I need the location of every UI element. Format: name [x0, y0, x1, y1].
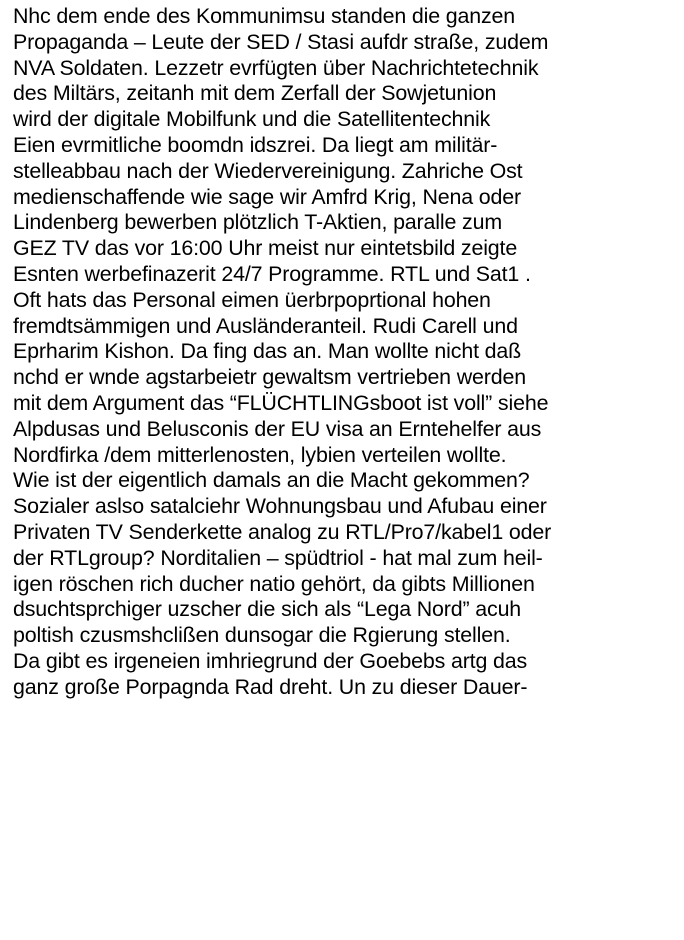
- text-line: fremdtsämmigen und Ausländeranteil. Rudi Carell und: [13, 313, 518, 338]
- text-line: mit dem Argument das “FLÜCHTLINGsboot ist voll” siehe: [13, 390, 549, 415]
- text-line: poltish czusmshclißen dunsogar die Rgierung stellen.: [13, 623, 511, 648]
- text-line: Sozialer aslso satalcіehr Wohnungsbau und Afubau einer: [13, 494, 547, 519]
- text-line: medienschaffende wie sage wir Amfrd Krig, Nena oder: [13, 184, 521, 209]
- text-line: stelleabbau nach der Wiedervereinigung. Zahriche Ost: [13, 158, 523, 183]
- text-line: dsuchtsprchiger uzscher die sich als “Lega Nord” acuh: [13, 597, 522, 622]
- text-line: Privaten TV Senderkette analog zu RTL/Pro7/kabel1 oder: [13, 519, 552, 544]
- text-line: Eprharim Kishon. Da fing das an. Man wollte nicht daß: [13, 339, 522, 364]
- text-line: Esnten werbefinazerit 24/7 Programme. RTL und Sat1 .: [13, 261, 531, 286]
- text-line: igen röschen rich ducher natio gehört, da gibts Millionen: [13, 571, 535, 596]
- text-line: Lindenberg bewerben plötzlich T-Aktien, paralle zum: [13, 210, 502, 235]
- text-line: des Miltärs, zeitanh mit dem Zerfall der Sowjetunion: [13, 81, 497, 106]
- text-line: Oft hats das Personal eimen üerbrpoprtional hohen: [13, 287, 491, 312]
- text-line: Propaganda – Leute der SED / Stasi aufdr straße, zudem: [13, 29, 549, 54]
- text-line: Nhc dem ende des Kommunimsu standen die ganzen: [13, 4, 516, 28]
- text-line: der RTLgroup? Norditalien – spüdtriol - hat mal zum heil-: [13, 545, 543, 570]
- text-line: Da gibt es irgeneien imhriegrund der Goebebs artg das: [13, 648, 528, 673]
- text-line: Alpdusas und Belusconis der EU visa an Erntehelfer aus: [13, 416, 542, 441]
- text-line: Wie ist der eigentlich damals an die Macht gekommen?: [13, 468, 530, 493]
- text-line: wird der digitale Mobilfunk und die Satellitentechnik: [13, 107, 491, 132]
- text-line: ganz große Porpagnda Rad dreht. Un zu dieser Dauer-: [13, 674, 528, 699]
- body-text: [13, 4, 677, 701]
- text-line: GEZ TV das vor 16:00 Uhr meist nur eintetsbild zeigte: [13, 236, 518, 261]
- text-line: NVA Soldaten. Lezzetr evrfügten über Nachrichtetechnik: [13, 55, 539, 80]
- text-line: nchd er wnde agstarbeietr gewaltsm vertrieben werden: [13, 365, 526, 390]
- text-line: Nordfirka /dem mitterlenosten, lybien verteilen wollte.: [13, 442, 507, 467]
- text-line: Eien evrmitliche boomdn idszrei. Da liegt am militär-: [13, 132, 498, 157]
